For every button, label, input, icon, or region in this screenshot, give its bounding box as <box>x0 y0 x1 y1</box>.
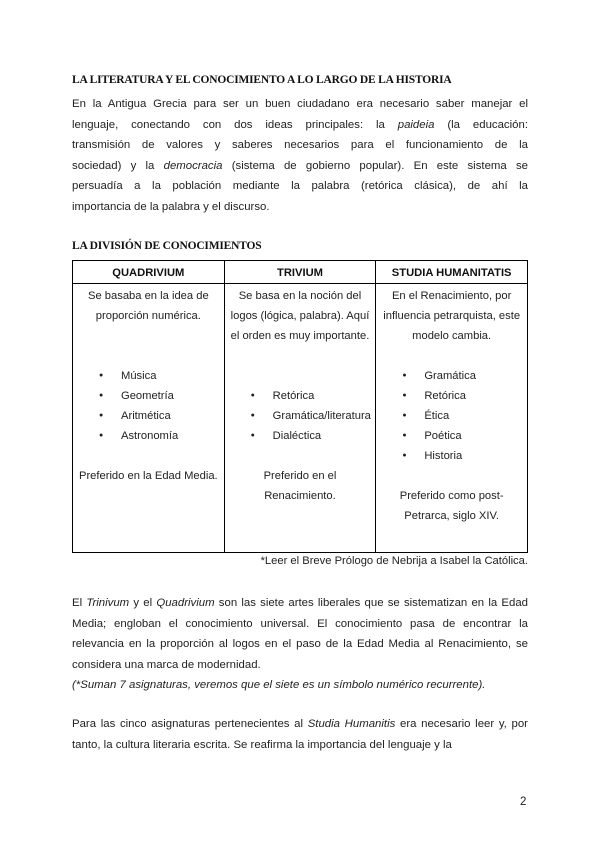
section-heading-division: LA DIVISIÓN DE CONOCIMIENTOS <box>72 240 262 252</box>
list-item: ● Poética <box>402 426 523 446</box>
text-span: era necesario leer y, por tanto, la cultura literaria escrita. Se reafirma la importancia del lenguaje y la <box>72 718 528 751</box>
cell-description: Se basaba en la idea de proporción numérica. <box>87 290 209 322</box>
text-span: y el <box>129 597 157 609</box>
text-span: El <box>72 597 87 609</box>
seven-note: (*Suman 7 asignaturas, veremos que el siete es un símbolo numérico recurrente). <box>72 679 486 691</box>
list-item: ● Aritmética <box>99 406 220 426</box>
cell-description: Se basa en la noción del logos (lógica, palabra). Aquí el orden es muy importante. <box>230 290 370 342</box>
text-span: importancia de la palabra y el discurso. <box>72 200 270 213</box>
knowledge-division-table <box>72 260 528 553</box>
list-item: ● Ética <box>402 406 523 426</box>
text-span: (la educación: <box>434 118 528 131</box>
text-span: lenguaje, conectando con dos ideas principales: la <box>72 118 398 131</box>
text-span: (sistema de gobierno popular). En este sistema se <box>222 159 528 172</box>
studia-paragraph <box>72 714 528 755</box>
text-line <box>72 156 528 177</box>
text-line <box>72 115 528 136</box>
header-quadrivium: QUADRIVIUM <box>73 261 225 284</box>
cell-footer: Preferido como post-Petrarca, siglo XIV. <box>399 490 504 522</box>
list-item: ● Geometría <box>99 386 220 406</box>
term-democracia: democracia <box>163 159 223 172</box>
list-item: ● Gramática <box>402 366 523 386</box>
section-heading-literature: LA LITERATURA Y EL CONOCIMIENTO A LO LARGO DE LA HISTORIA <box>72 74 452 86</box>
header-studia-humanitatis: STUDIA HUMANITATIS <box>376 261 528 284</box>
subject-list <box>77 366 220 446</box>
list-item: ● Retórica <box>251 386 372 406</box>
text-span: En la Antigua Grecia para ser un buen ciudadano era necesario saber manejar el <box>72 98 528 110</box>
list-item: ● Historia <box>402 446 523 466</box>
cell-footer: Preferido en el Renacimiento. <box>263 470 337 502</box>
term-paideia: paideia <box>397 118 435 131</box>
intro-paragraph <box>72 94 528 217</box>
table-header-row <box>73 261 528 284</box>
cell-quadrivium <box>73 284 225 553</box>
term-studia-humanitis: Studia Humanitis <box>307 718 396 730</box>
table-row <box>73 284 528 553</box>
text-line <box>72 94 528 115</box>
text-span: sociedad) y la <box>72 159 164 172</box>
text-span: persuadía a la población mediante la palabra (retórica clásica), de ahí la <box>72 180 528 192</box>
text-span: Para las cinco asignaturas pertenecientes al <box>72 718 308 730</box>
list-item: ● Gramática/literatura <box>251 406 372 426</box>
term-trivium: Trinivum <box>86 597 130 609</box>
page-number: 2 <box>520 796 527 808</box>
list-item: ● Dialéctica <box>251 426 372 446</box>
text-line <box>72 197 528 218</box>
liberal-arts-paragraph <box>72 593 528 696</box>
text-line <box>72 135 528 156</box>
subject-list <box>380 366 523 466</box>
cell-description: En el Renacimiento, por influencia petrarquista, este modelo cambia. <box>383 290 521 342</box>
subject-list <box>229 386 372 446</box>
cell-trivium <box>224 284 376 553</box>
cell-footer: Preferido en la Edad Media. <box>78 470 218 482</box>
text-span: son las siete artes liberales que se sistematizan en la Edad Media; engloban el conocimiento universal. El conocimiento pasa de encontrar la relevancia en la proporción al logos en el paso de la Edad Media al Renacimiento, se considera una marca de modernidad. <box>72 597 529 671</box>
term-quadrivium: Quadrivium <box>156 597 215 609</box>
text-span: transmisión de valores y saberes necesarios para el funcionamiento de la <box>72 139 528 151</box>
cell-studia-humanitatis <box>376 284 528 553</box>
list-item: ● Retórica <box>402 386 523 406</box>
list-item: ● Música <box>99 366 220 386</box>
reading-note: *Leer el Breve Prólogo de Nebrija a Isabel la Católica. <box>260 555 528 567</box>
text-line <box>72 176 528 197</box>
list-item: ● Astronomía <box>99 426 220 446</box>
header-trivium: TRIVIUM <box>224 261 376 284</box>
